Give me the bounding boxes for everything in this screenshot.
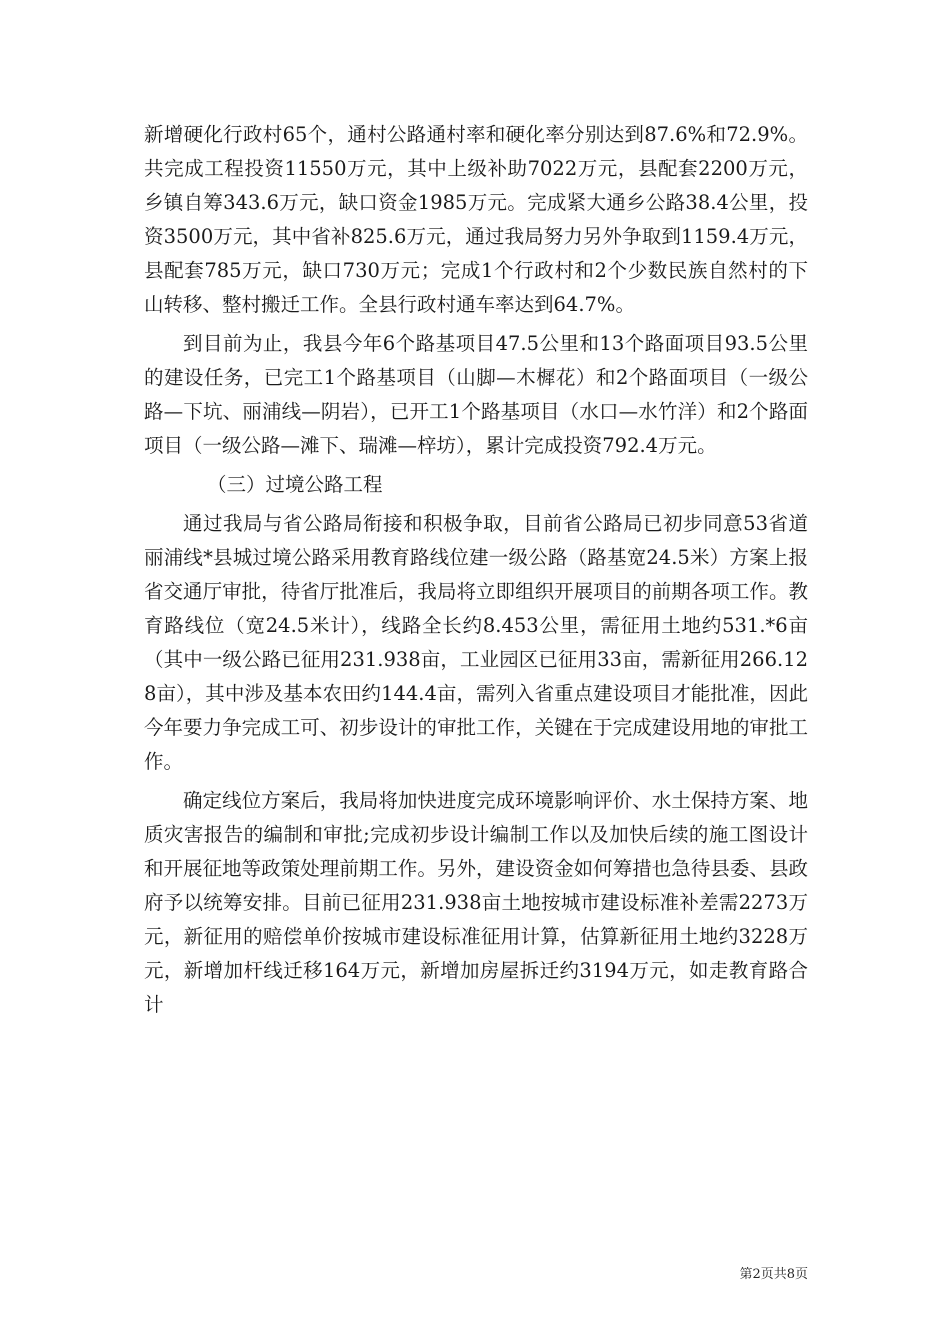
page-number: 第2页共8页 bbox=[739, 1267, 808, 1282]
section-heading-transit-highway: （三）过境公路工程 bbox=[207, 473, 383, 496]
document-body bbox=[144, 118, 808, 1027]
paragraph-funding-plan: 确定线位方案后，我局将加快进度完成环境影响评价、水土保持方案、地质灾害报告的编制和审批;完成初步设计编制工作以及加快后续的施工图设计和开展征地等政策处理前期工作。另外，建设资金如何筹措也急待县委、县政府予以统筹安排。目前已征用231.938亩土地按城市建设标准补差需2273万元，新征用的赔偿单价按城市建设标准征用计算，估算新征用土地约3228万元，新增加杆线迁移164万元，新增加房屋拆迁约3194万元，如走教育路合计 bbox=[144, 789, 808, 1016]
paragraph-road-hardening: 新增硬化行政村65个，通村公路通村率和硬化率分别达到87.6%和72.9%。共完成工程投资11550万元，其中上级补助7022万元，县配套2200万元，乡镇自筹343.6万元，缺口资金1985万元。完成紧大通乡公路38.4公里，投资3500万元，其中省补825.6万元，通过我局努力另外争取到1159.4万元，县配套785万元，缺口730万元；完成1个行政村和2个少数民族自然村的下山转移、整村搬迁工作。全县行政村通车率达到64.7%。 bbox=[144, 123, 808, 316]
paragraph-transit-route-plan: 通过我局与省公路局衔接和积极争取，目前省公路局已初步同意53省道丽浦线*县城过境公路采用教育路线位建一级公路（路基宽24.5米）方案上报省交通厅审批，待省厅批准后，我局将立即组织开展项目的前期各项工作。教育路线位（宽24.5米计），线路全长约8.453公里，需征用土地约531.*6亩（其中一级公路已征用231.938亩，工业园区已征用33亩，需新征用266.128亩），其中涉及基本农田约144.4亩，需列入省重点建设项目才能批准，因此今年要力争完成工可、初步设计的审批工作，关键在于完成建设用地的审批工作。 bbox=[144, 512, 808, 773]
paragraph-project-progress: 到目前为止，我县今年6个路基项目47.5公里和13个路面项目93.5公里的建设任务，已完工1个路基项目（山脚—木樨花）和2个路面项目（一级公路—下坑、丽浦线—阴岩），已开工1个路基项目（水口—水竹洋）和2个路面项目（一级公路—滩下、瑞滩—梓坊），累计完成投资792.4万元。 bbox=[144, 332, 808, 457]
